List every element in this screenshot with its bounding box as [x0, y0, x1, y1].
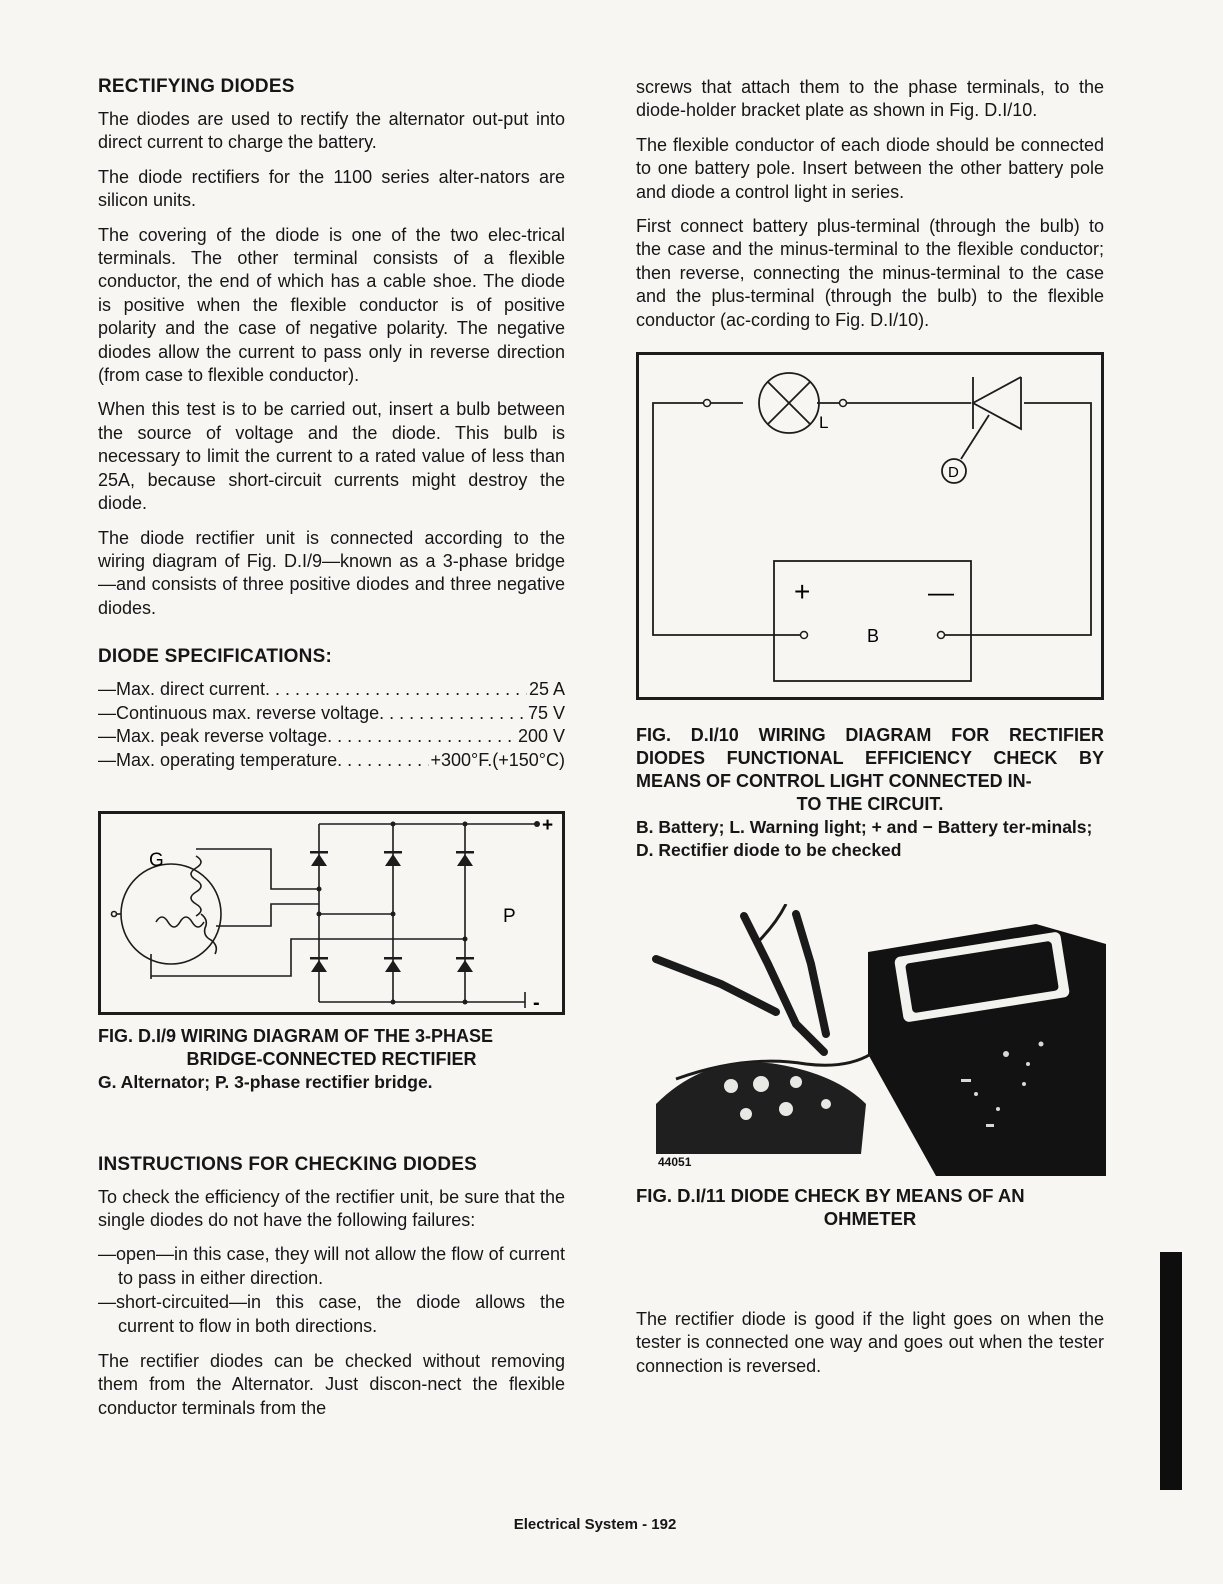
- control-light-circuit-diagram: [639, 355, 1101, 697]
- figure-caption-d-i-9: FIG. D.I/9 WIRING DIAGRAM OF THE 3-PHASE BRIDGE-CONNECTED RECTIFIER: [98, 1025, 494, 1069]
- paragraph: When this test is to be carried out, insert a bulb between the source of voltage and the diode. This bulb is necessary to limit the current to a rated value of less than 25A, because short-circuit currents might destroy the diode.: [98, 399, 565, 514]
- figure-legend-d-i-9: G. Alternator; P. 3-phase rectifier bridge.: [98, 1071, 433, 1092]
- three-phase-bridge-diagram: [101, 814, 562, 1012]
- bullet-short-circuited: —short-circuited—in this case, the diode allows the current to flow in both directions.: [98, 1292, 565, 1336]
- spec-item: —Max. operating temperature . . . +300°F.(+150°C): [98, 749, 565, 773]
- label-battery-minus: —: [928, 577, 954, 608]
- label-minus: -: [533, 991, 540, 1012]
- paragraph: First connect battery plus-terminal (through the bulb) to the case and the minus-terminal to the flexible conductor; then reverse, connecting the minus-terminal to the case and the plus-terminal (through the bulb) to the flexible conductor (ac-cording to Fig. D.I/10).: [636, 216, 1104, 330]
- paragraph: The covering of the diode is one of the two elec-trical terminals. The other terminal consists of a flexible conductor, the end of which has a cable shoe. The diode is positive when the flexible conductor is of positive polarity and the case of negative polarity. The negative diodes allow the current to pass only in reverse direction (from case to flexible conductor).: [98, 224, 565, 386]
- figure-d-i-11-photo: [636, 904, 1106, 1176]
- figure-caption-d-i-11: FIG. D.I/11 DIODE CHECK BY MEANS OF AN OHMETER: [636, 1185, 1025, 1230]
- page-footer: Electrical System - 192: [513, 1516, 677, 1533]
- page-edge-marker: [1160, 1252, 1182, 1490]
- figure-d-i-10-diagram: [636, 352, 1104, 700]
- paragraph: The rectifier diode is good if the light goes on when the tester is connected one way and goes out when the tester connection is reversed.: [636, 1309, 1104, 1376]
- label-battery-plus: +: [794, 576, 811, 608]
- paragraph: The rectifier diodes can be checked without removing them from the Alternator. Just discon-nect the flexible conductor terminals from the: [98, 1350, 565, 1418]
- paragraph: The diode rectifier unit is connected according to the wiring diagram of Fig. D.I/9—known as a 3-phase bridge—and consists of three positive diodes and three negative diodes.: [98, 527, 565, 618]
- paragraph: The diodes are used to rectify the alternator out-put into direct current to charge the battery.: [98, 109, 565, 153]
- heading-diode-specifications: DIODE SPECIFICATIONS:: [98, 646, 332, 668]
- label-b: B: [867, 626, 880, 647]
- left-column: [98, 76, 565, 1431]
- label-g: G: [149, 849, 164, 871]
- paragraph: The diode rectifiers for the 1100 series alter-nators are silicon units.: [98, 166, 565, 211]
- label-l: L: [819, 413, 829, 433]
- ohmeter-photo: [636, 904, 1106, 1176]
- label-plus: +: [542, 814, 554, 836]
- figure-legend-d-i-10: B. Battery; L. Warning light; + and − Battery ter-minals; D. Rectifier diode to be checked: [636, 817, 1093, 861]
- paragraph: The flexible conductor of each diode should be connected to one battery pole. Insert between the other battery pole and diode a control light in series.: [636, 134, 1104, 202]
- photo-id: 44051: [658, 1155, 692, 1170]
- spec-list: [98, 678, 565, 772]
- heading-rectifying-diodes: RECTIFYING DIODES: [98, 76, 295, 97]
- figure-caption-d-i-10: FIG. D.I/10 WIRING DIAGRAM FOR RECTIFIER DIODES FUNCTIONAL EFFICIENCY CHECK BY MEANS OF CONTROL LIGHT CONNECTED IN- TO THE CIRCUIT.: [636, 725, 1104, 815]
- label-d: D: [948, 464, 959, 482]
- label-p: P: [503, 905, 516, 927]
- heading-instructions: INSTRUCTIONS FOR CHECKING DIODES: [98, 1153, 478, 1175]
- bullet-open: —open—in this case, they will not allow the flow of current to pass in either direction.: [98, 1244, 565, 1288]
- paragraph: screws that attach them to the phase terminals, to the diode-holder bracket plate as shown in Fig. D.I/10.: [636, 77, 1104, 121]
- figure-d-i-9-diagram: [98, 811, 565, 1015]
- right-column: [636, 76, 1104, 1389]
- spec-item: —Max. direct current . . . 25 A: [98, 678, 565, 702]
- spec-item: —Max. peak reverse voltage . . . 200 V: [98, 725, 565, 749]
- paragraph: To check the efficiency of the rectifier unit, be sure that the single diodes do not have the following failures:: [98, 1186, 565, 1230]
- spec-item: —Continuous max. reverse voltage . . . 75 V: [98, 702, 565, 726]
